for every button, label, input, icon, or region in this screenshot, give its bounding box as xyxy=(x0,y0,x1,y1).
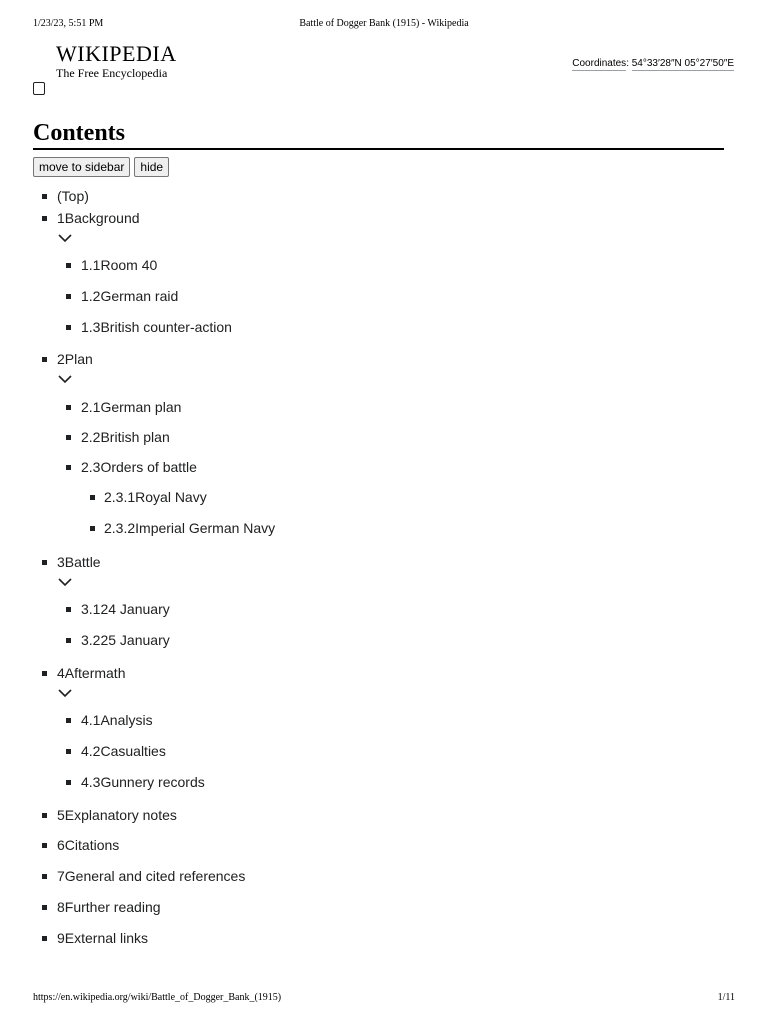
toc-bullet xyxy=(42,936,47,941)
chevron-down-icon[interactable] xyxy=(58,577,72,587)
toc-item-label: Analysis xyxy=(100,712,153,728)
toc-item-number: 4.1 xyxy=(81,712,101,728)
print-page-number: 1/11 xyxy=(717,992,735,1003)
toc-item-number: 2.3 xyxy=(81,459,101,475)
toc-item-label: Battle xyxy=(64,554,101,570)
toc-item-label: Citations xyxy=(64,837,120,853)
toc-bullet xyxy=(66,780,71,785)
toc-item-label: External links xyxy=(64,930,149,946)
toc-bullet xyxy=(42,813,47,818)
toc-item-label: Room 40 xyxy=(100,257,158,273)
toc-controls xyxy=(33,157,169,177)
toc-item-label: British counter-action xyxy=(100,319,232,335)
print-footer xyxy=(33,992,735,1006)
toc-item-label: 24 January xyxy=(100,601,170,617)
toc-bullet xyxy=(90,526,95,531)
toc-bullet xyxy=(66,435,71,440)
toc-item-label: Casualties xyxy=(100,743,166,759)
toc-item-number: 1.2 xyxy=(81,288,101,304)
contents-heading: Contents xyxy=(33,118,724,150)
toc-item-number: 4.2 xyxy=(81,743,101,759)
toc-bullet xyxy=(66,749,71,754)
toc-item-number: 3.1 xyxy=(81,601,101,617)
toc-item-label: Explanatory notes xyxy=(64,807,177,823)
toc-item-label: German plan xyxy=(100,399,182,415)
toc-item-label: Background xyxy=(64,210,140,226)
wikipedia-logo[interactable] xyxy=(56,42,177,80)
print-url: https://en.wikipedia.org/wiki/Battle_of_Dogger_Bank_(1915) xyxy=(33,992,282,1003)
toc-bullet xyxy=(66,638,71,643)
toc-bullet xyxy=(42,357,47,362)
toc-item-number: 3.2 xyxy=(81,632,101,648)
toc-bullet xyxy=(66,465,71,470)
toc-bullet xyxy=(66,294,71,299)
toc-item-label: Imperial German Navy xyxy=(135,520,276,536)
toc-item-label: Plan xyxy=(64,351,93,367)
toc-bullet xyxy=(42,905,47,910)
print-header xyxy=(33,18,735,32)
toc-item-number: 7 xyxy=(57,868,65,884)
toc-item-number: 8 xyxy=(57,899,65,915)
toc-bullet xyxy=(42,216,47,221)
main-menu-checkbox[interactable] xyxy=(33,82,45,95)
print-datetime: 1/23/23, 5:51 PM xyxy=(33,18,104,29)
toc-item-number: 1 xyxy=(57,210,65,226)
toc-item-number: 1.3 xyxy=(81,319,101,335)
coordinates-label[interactable]: Coordinates xyxy=(572,58,627,69)
toc-item-number: 2.3.1 xyxy=(104,489,136,505)
toc-item-number: 4.3 xyxy=(81,774,101,790)
coordinates: Coordinates: 54°33′28″N 05°27′50″E xyxy=(572,58,734,69)
toc-item-number: 5 xyxy=(57,807,65,823)
toc-item-label: British plan xyxy=(100,429,170,445)
toc-bullet xyxy=(90,495,95,500)
wikipedia-tagline: The Free Encyclopedia xyxy=(56,66,168,80)
toc-item-label: Orders of battle xyxy=(100,459,197,475)
toc-item-number: 2.3.2 xyxy=(104,520,136,536)
toc-bullet xyxy=(66,718,71,723)
toc-bullet xyxy=(66,263,71,268)
coordinates-link[interactable]: 54°33′28″N 05°27′50″E xyxy=(631,58,734,69)
toc-bullet xyxy=(42,874,47,879)
toc-item-number: 1.1 xyxy=(81,257,101,273)
toc-bullet xyxy=(66,405,71,410)
toc-item-label: General and cited references xyxy=(64,868,246,884)
toc-item-number: 2.2 xyxy=(81,429,101,445)
wikipedia-wordmark: WIKIPEDIA xyxy=(56,41,177,66)
toc-item-number: 9 xyxy=(57,930,65,946)
print-page-title: Battle of Dogger Bank (1915) - Wikipedia xyxy=(299,18,469,29)
toc-item-label: 25 January xyxy=(100,632,170,648)
toc-item-label: Aftermath xyxy=(64,665,126,681)
toc-item-number: 3 xyxy=(57,554,65,570)
toc-bullet xyxy=(66,607,71,612)
toc-item-label: Further reading xyxy=(64,899,161,915)
hide-toc-button[interactable]: hide xyxy=(134,157,169,177)
toc-item-label: Royal Navy xyxy=(135,489,207,505)
chevron-down-icon[interactable] xyxy=(58,374,72,384)
toc-item-label: (Top) xyxy=(57,188,89,204)
toc-bullet xyxy=(42,671,47,676)
toc-item-label: German raid xyxy=(100,288,179,304)
toc-item-number: 4 xyxy=(57,665,65,681)
toc-bullet xyxy=(42,843,47,848)
toc-bullet xyxy=(66,325,71,330)
toc-bullet xyxy=(42,560,47,565)
toc-item-number: 2.1 xyxy=(81,399,101,415)
chevron-down-icon[interactable] xyxy=(58,688,72,698)
move-to-sidebar-button[interactable]: move to sidebar xyxy=(33,157,130,177)
toc-item-label: Gunnery records xyxy=(100,774,205,790)
toc-item-number: 2 xyxy=(57,351,65,367)
toc-item-number: 6 xyxy=(57,837,65,853)
toc-bullet xyxy=(42,194,47,199)
chevron-down-icon[interactable] xyxy=(58,233,72,243)
